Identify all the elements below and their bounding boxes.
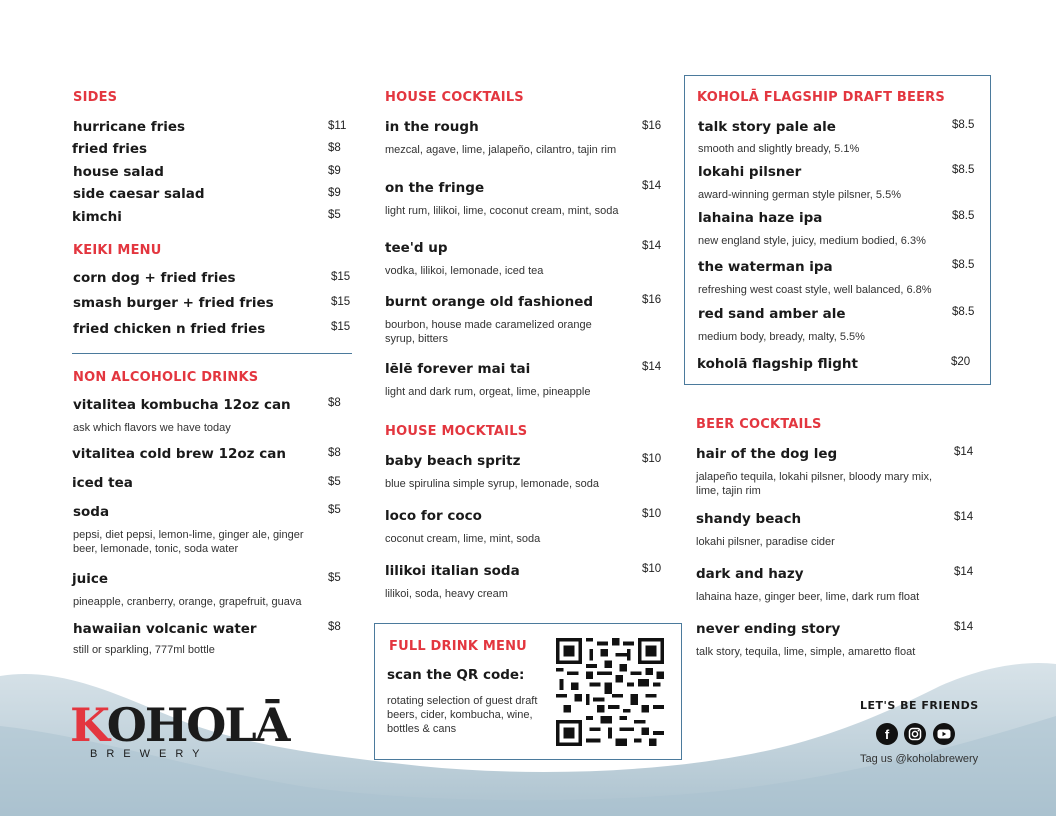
beer-item-name: red sand amber ale: [698, 306, 846, 322]
non-alcoholic-heading: NON ALCOHOLIC DRINKS: [73, 370, 259, 385]
full-drink-menu-desc: rotating selection of guest draft beers, cider, kombucha, wine, bottles & cans: [387, 695, 538, 735]
cocktail-item-price: $14: [642, 180, 662, 192]
keiki-heading: KEIKI MENU: [73, 243, 162, 258]
beer-cocktail-item-price: $14: [954, 566, 974, 578]
beer-cocktail-item-desc: lokahi pilsner, paradise cider: [696, 536, 835, 548]
cocktail-item-name: tee'd up: [385, 240, 448, 256]
drink-item-name: soda: [73, 504, 110, 520]
mocktail-item-name: lilikoi italian soda: [385, 563, 520, 579]
tag-us-handle[interactable]: Tag us @koholabrewery: [860, 753, 979, 765]
instagram-glyph: [908, 727, 922, 741]
kohola-brewery-logo: [70, 698, 289, 764]
keiki-item-price: $15: [331, 296, 351, 308]
logo-subtitle: BREWERY: [90, 748, 209, 760]
beer-item-name: lokahi pilsner: [698, 164, 802, 180]
beer-item-price: $8.5: [952, 259, 975, 271]
cocktail-item-price: $14: [642, 361, 662, 373]
sides-item-name: kimchi: [72, 209, 122, 225]
beer-cocktail-item-price: $14: [954, 621, 974, 633]
keiki-item-name: fried chicken n fried fries: [73, 321, 266, 337]
beer-cocktail-item-name: hair of the dog leg: [696, 446, 838, 462]
beer-cocktail-item-desc: jalapeño tequila, lokahi pilsner, bloody mary mix, lime, tajin rim: [696, 471, 933, 497]
beer-cocktail-item-price: $14: [954, 446, 974, 458]
beer-cocktails-heading: BEER COCKTAILS: [696, 417, 822, 432]
instagram-icon[interactable]: [904, 723, 926, 745]
beer-item-desc: refreshing west coast style, well balanced, 6.8%: [698, 284, 932, 296]
beer-cocktail-item-name: shandy beach: [696, 511, 802, 527]
cocktail-item-desc: bourbon, house made caramelized orange syrup, bitters: [385, 319, 592, 345]
house-mocktails-heading: HOUSE MOCKTAILS: [385, 424, 528, 439]
beer-item-name: lahaina haze ipa: [698, 210, 823, 226]
drink-item-price: $5: [328, 476, 341, 488]
cocktail-item-name: in the rough: [385, 119, 479, 135]
section-divider: [72, 353, 352, 354]
scan-qr-label: scan the QR code:: [387, 667, 525, 683]
mocktail-item-name: baby beach spritz: [385, 453, 521, 469]
youtube-glyph: [937, 728, 951, 740]
flagship-beers-heading: KOHOLĀ FLAGSHIP DRAFT BEERS: [697, 90, 945, 105]
cocktail-item-desc: vodka, lilikoi, lemonade, iced tea: [385, 265, 544, 277]
beer-cocktail-item-price: $14: [954, 511, 974, 523]
beer-item-price: $8.5: [952, 210, 975, 222]
full-drink-menu-heading: FULL DRINK MENU: [389, 639, 527, 654]
beer-item-price: $8.5: [952, 306, 975, 318]
sides-heading: SIDES: [73, 90, 118, 105]
sides-item-price: $11: [328, 120, 347, 132]
drink-item-name: iced tea: [72, 475, 133, 491]
keiki-item-name: corn dog + fried fries: [73, 270, 236, 286]
drink-item-name: vitalitea kombucha 12oz can: [73, 397, 291, 413]
beer-item-name: koholā flagship flight: [697, 356, 858, 372]
keiki-item-name: smash burger + fried fries: [73, 295, 274, 311]
keiki-item-price: $15: [331, 321, 351, 333]
drink-item-desc: still or sparkling, 777ml bottle: [73, 644, 215, 656]
keiki-item-price: $15: [331, 271, 351, 283]
beer-item-name: talk story pale ale: [698, 119, 836, 135]
cocktail-item-desc: light rum, lilikoi, lime, coconut cream, mint, soda: [385, 205, 619, 217]
mocktail-item-price: $10: [642, 563, 662, 575]
sides-item-name: house salad: [73, 164, 164, 180]
beer-cocktail-item-name: never ending story: [696, 621, 841, 637]
qr-code[interactable]: [556, 638, 664, 746]
beer-item-price: $8.5: [952, 164, 975, 176]
sides-item-price: $9: [328, 187, 341, 199]
cocktail-item-name: burnt orange old fashioned: [385, 294, 594, 310]
drink-item-name: juice: [72, 571, 109, 587]
sides-item-price: $8: [328, 142, 341, 154]
beer-item-price: $8.5: [952, 119, 975, 131]
beer-cocktail-item-name: dark and hazy: [696, 566, 804, 582]
cocktail-item-price: $16: [642, 294, 662, 306]
cocktail-item-price: $14: [642, 240, 662, 252]
drink-item-price: $5: [328, 572, 341, 584]
cocktail-item-price: $16: [642, 120, 662, 132]
drink-item-price: $8: [328, 621, 341, 633]
sides-item-name: side caesar salad: [73, 186, 205, 202]
cocktail-item-desc: mezcal, agave, lime, jalapeño, cilantro, tajin rim: [385, 144, 617, 156]
beer-item-desc: medium body, bready, malty, 5.5%: [698, 331, 865, 343]
beer-cocktail-item-desc: talk story, tequila, lime, simple, amaretto float: [696, 646, 916, 658]
drink-item-name: vitalitea cold brew 12oz can: [72, 446, 286, 462]
sides-item-price: $9: [328, 165, 341, 177]
beer-item-desc: new england style, juicy, medium bodied, 6.3%: [698, 235, 926, 247]
logo-wordmark: KOHOLĀ: [70, 698, 289, 752]
mocktail-item-price: $10: [642, 453, 662, 465]
drink-item-desc: pineapple, cranberry, orange, grapefruit, guava: [73, 596, 302, 608]
sides-item-name: hurricane fries: [73, 119, 186, 135]
beer-item-name: the waterman ipa: [698, 259, 833, 275]
lets-be-friends-heading: LET'S BE FRIENDS: [860, 699, 979, 712]
sides-item-price: $5: [328, 209, 341, 221]
mocktail-item-desc: coconut cream, lime, mint, soda: [385, 533, 541, 545]
mocktail-item-name: loco for coco: [385, 508, 482, 524]
drink-item-name: hawaiian volcanic water: [73, 621, 257, 637]
mocktail-item-desc: lilikoi, soda, heavy cream: [385, 588, 508, 600]
cocktail-item-name: lēlē forever mai tai: [385, 361, 531, 377]
mocktail-item-price: $10: [642, 508, 662, 520]
facebook-icon[interactable]: f: [876, 723, 898, 745]
drink-item-price: $8: [328, 447, 341, 459]
house-cocktails-heading: HOUSE COCKTAILS: [385, 90, 524, 105]
drink-item-price: $8: [328, 397, 341, 409]
youtube-icon[interactable]: [933, 723, 955, 745]
beer-cocktail-item-desc: lahaina haze, ginger beer, lime, dark rum float: [696, 591, 920, 603]
beer-item-price: $20: [951, 356, 971, 368]
sides-item-name: fried fries: [72, 141, 148, 157]
beer-item-desc: award-winning german style pilsner, 5.5%: [698, 189, 901, 201]
cocktail-item-desc: light and dark rum, orgeat, lime, pineapple: [385, 386, 591, 398]
drink-item-desc: ask which flavors we have today: [73, 422, 231, 434]
drink-item-desc: pepsi, diet pepsi, lemon-lime, ginger ale, ginger beer, lemonade, tonic, soda water: [73, 529, 304, 555]
drink-item-price: $5: [328, 504, 341, 516]
mocktail-item-desc: blue spirulina simple syrup, lemonade, soda: [385, 478, 600, 490]
beer-item-desc: smooth and slightly bready, 5.1%: [698, 143, 860, 155]
cocktail-item-name: on the fringe: [385, 180, 485, 196]
